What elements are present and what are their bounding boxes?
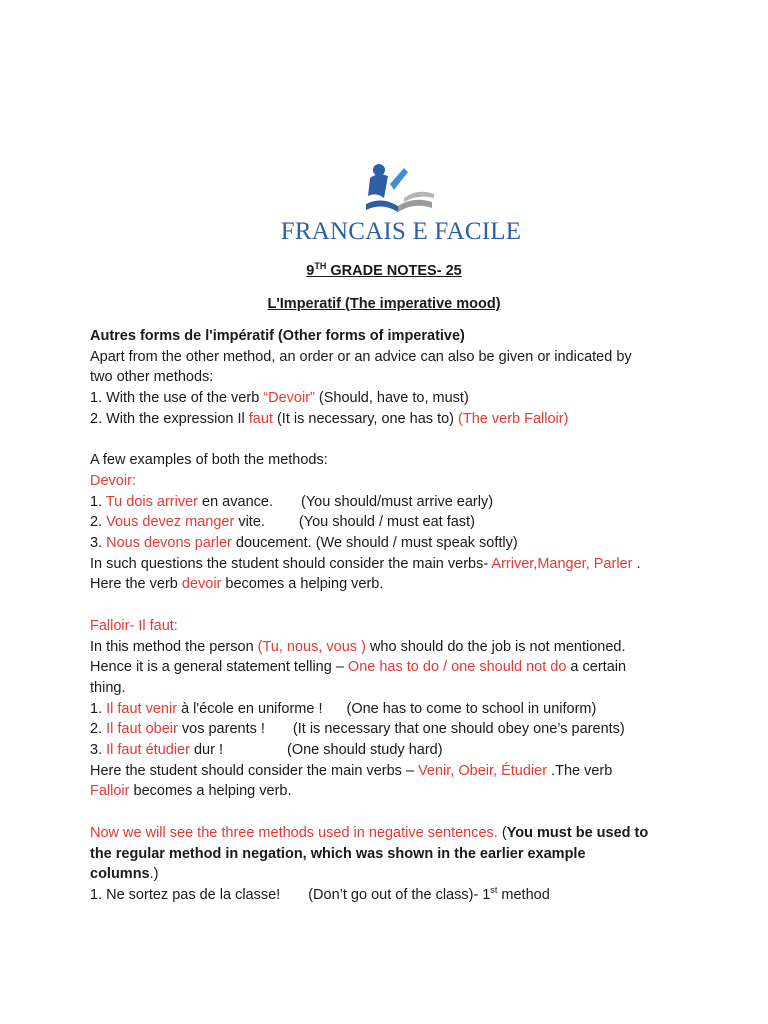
falloir-heading: Falloir- Il faut: <box>90 617 178 634</box>
notes-body <box>90 326 690 906</box>
examples-intro: A few examples of both the methods: <box>90 452 328 469</box>
devoir-note-2: Here the verb devoir becomes a helping verb. <box>90 576 384 593</box>
grade-superscript: TH <box>314 261 327 272</box>
brand-name: FRANCAIS E FACILE <box>280 218 522 245</box>
devoir-note-1: In such questions the student should consider the main verbs- Arriver,Manger, Parler . <box>90 555 641 572</box>
falloir-note-2: Falloir becomes a helping verb. <box>90 783 292 800</box>
devoir-heading: Devoir: <box>90 472 136 489</box>
logo-icon <box>362 162 438 218</box>
falloir-example-1: 1. Il faut venir à l'école en uniforme ! (One has to come to school in uniform) <box>90 700 597 717</box>
negative-intro-3: columns.) <box>90 866 159 883</box>
section-heading: Autres forms de l'impératif (Other forms of imperative) <box>90 328 465 344</box>
devoir-example-2: 2. Vous devez manger vite. (You should / must eat fast) <box>90 514 475 531</box>
intro-line-2: two other methods: <box>90 369 214 386</box>
method-2: 2. With the expression Il faut (It is necessary, one has to) (The verb Falloir) <box>90 410 569 427</box>
negative-intro-1: Now we will see the three methods used in negative sentences. (You must be used to <box>90 824 649 841</box>
falloir-intro-1: In this method the person (Tu, nous, vous ) who should do the job is not mentioned. <box>90 638 626 655</box>
page-title: L'Imperatif (The imperative mood) <box>267 296 501 312</box>
devoir-example-1: 1. Tu dois arriver en avance. (You should/must arrive early) <box>90 493 494 510</box>
grade-number: 9 <box>306 263 315 279</box>
grade-notes-heading <box>0 263 768 279</box>
intro-line-1: Apart from the other method, an order or an advice can also be given or indicated by <box>90 348 632 365</box>
method-1: 1. With the use of the verb “Devoir” (Should, have to, must) <box>90 390 469 407</box>
negative-example-1: 1. Ne sortez pas de la classe! (Don’t go out of the class)- 1st method <box>90 885 550 903</box>
negative-intro-2: the regular method in negation, which was shown in the earlier example <box>90 845 586 862</box>
falloir-intro-3: thing. <box>90 679 126 696</box>
grade-notes-label: GRADE NOTES- 25 <box>326 263 462 279</box>
blank-line <box>90 595 690 616</box>
falloir-intro-2: Hence it is a general statement telling – One has to do / one should not do a certain <box>90 659 627 676</box>
falloir-note-1: Here the student should consider the main verbs – Venir, Obeir, Étudier .The verb <box>90 762 613 779</box>
devoir-example-3: 3. Nous devons parler doucement. (We should / must speak softly) <box>90 535 518 552</box>
falloir-example-2: 2. Il faut obeir vos parents ! (It is necessary that one should obey one’s parents) <box>90 721 625 738</box>
blank-line <box>90 802 690 823</box>
falloir-example-3: 3. Il faut étudier dur ! (One should study hard) <box>90 742 443 759</box>
blank-line <box>90 430 690 451</box>
